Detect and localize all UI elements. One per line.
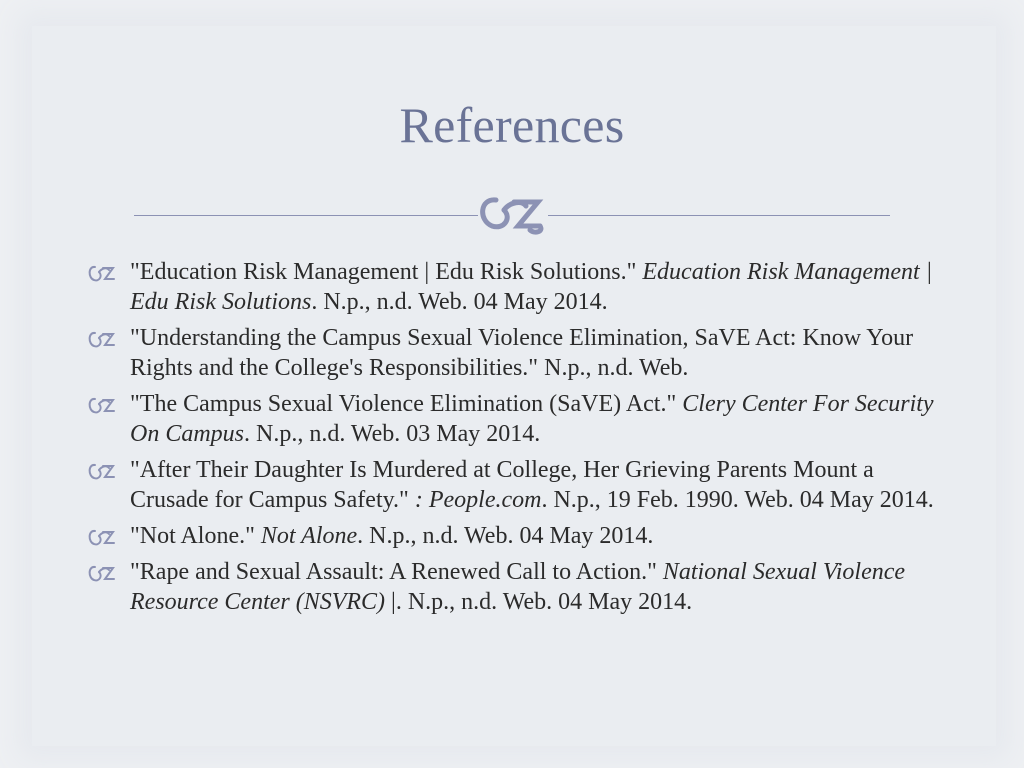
reference-text: "Rape and Sexual Assault: A Renewed Call to Action." <box>130 559 663 585</box>
reference-source: : People.com <box>414 487 542 513</box>
reference-tail: . N.p., n.d. Web. 03 May 2014. <box>244 421 541 447</box>
scroll-flourish-icon <box>86 395 116 415</box>
reference-text: "Understanding the Campus Sexual Violence Elimination, SaVE Act: Know Your Rights and the College's Responsibilities." N.p., n.d. Web. <box>130 325 914 381</box>
reference-list <box>86 257 936 623</box>
list-item <box>86 257 936 317</box>
reference-source: Clery Center For Security On Campus <box>130 391 934 447</box>
reference-tail: . N.p., n.d. Web. 04 May 2014. <box>357 523 654 549</box>
scroll-flourish-icon <box>86 461 116 481</box>
reference-source: National Sexual Violence Resource Center (NSVRC) <box>130 559 906 615</box>
scroll-flourish-icon <box>86 563 116 583</box>
reference-text: "After Their Daughter Is Murdered at College, Her Grieving Parents Mount a Crusade for Campus Safety." <box>130 457 874 513</box>
divider-line-left <box>134 215 478 216</box>
list-item <box>86 323 936 383</box>
scroll-flourish-icon <box>474 192 550 236</box>
reference-text: "Not Alone." <box>130 523 261 549</box>
reference-source: Not Alone <box>260 523 358 549</box>
scroll-flourish-icon <box>86 263 116 283</box>
reference-tail: |. N.p., n.d. Web. 04 May 2014. <box>391 589 693 615</box>
reference-text: "The Campus Sexual Violence Elimination (SaVE) Act." <box>130 391 683 417</box>
reference-text: "Education Risk Management | Edu Risk Solutions." <box>130 259 643 285</box>
reference-tail: . N.p., 19 Feb. 1990. Web. 04 May 2014. <box>541 487 934 513</box>
list-item <box>86 521 936 551</box>
title-divider <box>134 196 890 236</box>
list-item <box>86 557 936 617</box>
reference-tail: . N.p., n.d. Web. 04 May 2014. <box>311 289 608 315</box>
reference-source: Education Risk Management | Edu Risk Solutions <box>130 259 933 315</box>
scroll-flourish-icon <box>86 329 116 349</box>
page-title: References <box>399 97 625 153</box>
list-item <box>86 389 936 449</box>
list-item <box>86 455 936 515</box>
scroll-flourish-icon <box>86 527 116 547</box>
divider-line-right <box>548 215 890 216</box>
